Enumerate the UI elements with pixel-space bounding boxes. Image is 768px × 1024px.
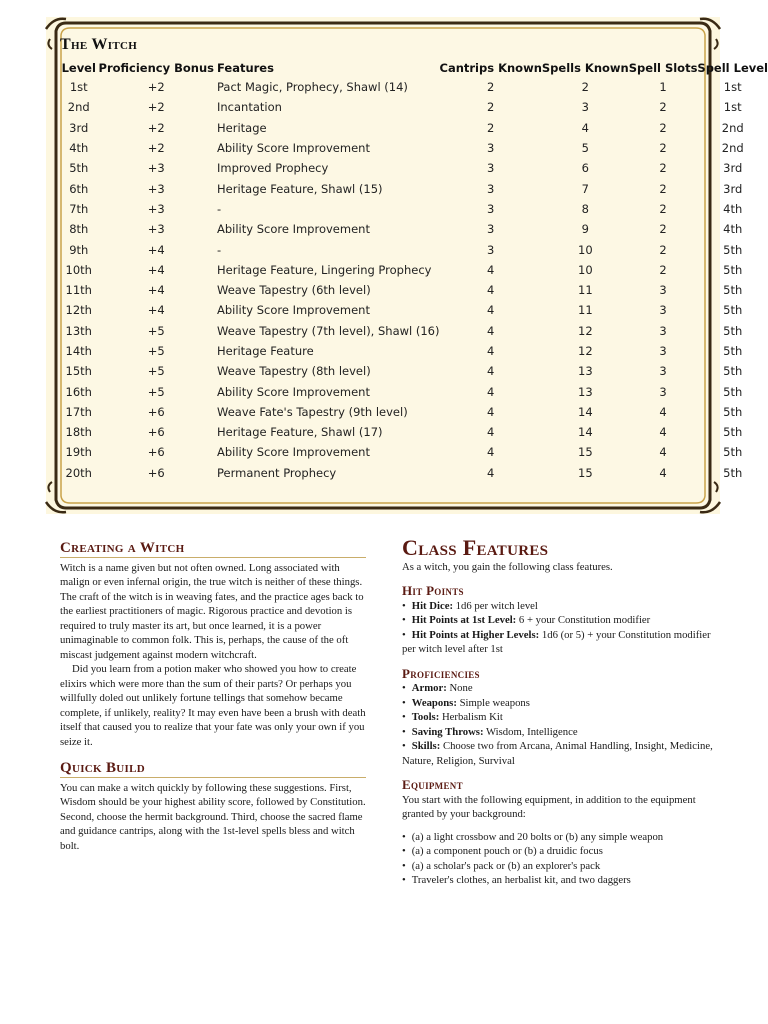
cell-level: 5th [69,161,89,176]
creating-paragraph-2: Did you learn from a potion maker who showed you how to create elixirs which were more than the sum of their parts? Or perhaps you willfully doled out unlikely fortune tellings that somehow became complete, if unlikely, reality? It may even have been a brush with death itself that caused you to realize that your fate was only your own if you seize it. [60,663,366,748]
table-title: The Witch [60,36,138,53]
header-cantrips-known: Cantrips Known [439,60,542,75]
cell-spell-slots: 3 [659,384,667,399]
cell-spell-level: 4th [723,222,743,237]
cell-level: 10th [65,262,92,277]
cell-proficiency-bonus: +3 [147,222,165,237]
creating-heading: Creating a Witch [60,541,366,558]
equipment-heading: Equipment [402,777,463,792]
cell-proficiency-bonus: +3 [147,161,165,176]
cell-level: 1st [69,80,88,95]
cell-spell-level: 5th [723,384,743,399]
item-text: Wisdom, Intelligence [483,725,578,738]
list-item [402,696,714,711]
cell-spell-level: 5th [723,262,743,277]
header-proficiency-bonus: Proficiency Bonus [98,60,214,75]
cell-spells-known: 15 [578,445,593,460]
cell-spells-known: 12 [578,323,593,338]
cell-proficiency-bonus: +4 [147,262,165,277]
table-row [59,341,768,361]
item-text: Choose two from Arcana, Animal Handling, Insight, Medicine, Nature, Religion, Survival [402,740,713,767]
cell-level: 16th [65,384,92,399]
cell-proficiency-bonus: +5 [147,384,165,399]
cell-spell-slots: 2 [659,161,667,176]
cell-spells-known: 12 [578,344,593,358]
class-features-intro: As a witch, you gain the following class features. [402,560,613,573]
cell-cantrips-known: 4 [487,465,495,480]
cell-features: Incantation [217,100,282,115]
hit-points-heading: Hit Points [402,583,464,598]
cell-spells-known: 7 [581,181,589,196]
proficiencies-heading: Proficiencies [402,665,480,681]
cell-spell-level: 2nd [721,141,744,156]
cell-spells-known: 4 [581,120,589,135]
cell-cantrips-known: 4 [487,445,495,460]
cell-spell-slots: 3 [659,323,667,338]
cell-spell-slots: 3 [659,364,667,379]
table-row [59,138,768,158]
cell-features: Heritage Feature, Shawl (15) [217,181,383,196]
cell-cantrips-known: 2 [487,80,495,95]
list-item [402,710,714,725]
cell-proficiency-bonus: +6 [147,425,165,440]
table-row [59,239,768,259]
list-item: • (a) a scholar's pack or (b) an explorer's pack [402,859,714,874]
cell-spells-known: 10 [578,262,593,277]
cell-cantrips-known: 4 [487,404,495,419]
cell-level: 12th [65,303,92,318]
cell-level: 11th [65,283,92,298]
table-row [59,118,768,138]
header-level: Level [61,60,96,75]
creating-paragraph-1: Witch is a name given but not often owned. Long associated with malign or even infernal origin, the true witch is neither of these things. The craft of the witch is in weaving fates, and the practice ages back to the earliest practitioners of magic. Rigorous practice and devotion is required to truly master its art, but once learned, it is a power unimaginable to common folk. This is, perhaps, the cause of the oft miscast judgement against modern witchcraft. [60,561,364,661]
cell-spell-slots: 2 [659,242,667,257]
cell-spell-slots: 3 [659,303,667,318]
cell-spell-slots: 2 [659,262,667,277]
cell-spell-level: 5th [723,465,743,480]
cell-features: Heritage Feature, Lingering Prophecy [217,262,432,277]
cell-spell-slots: 3 [659,344,667,358]
cell-level: 13th [65,323,92,338]
cell-proficiency-bonus: +2 [147,141,165,156]
cell-level: 18th [65,425,92,440]
cell-cantrips-known: 3 [487,201,495,216]
cell-features: Heritage [217,120,267,135]
cell-level: 17th [65,404,92,419]
list-item: • Traveler's clothes, an herbalist kit, and two daggers [402,873,714,888]
cell-proficiency-bonus: +5 [147,344,165,358]
table-header-row [59,58,768,77]
cell-spell-slots: 2 [659,222,667,237]
cell-spells-known: 11 [578,303,593,318]
item-text: 1d6 per witch level [453,599,538,612]
cell-proficiency-bonus: +5 [147,323,165,338]
cell-level: 15th [65,364,92,379]
cell-spells-known: 3 [581,100,589,115]
cell-cantrips-known: 3 [487,242,495,257]
item-text: None [446,682,473,694]
cell-level: 14th [65,344,92,358]
cell-spells-known: 11 [578,283,593,298]
cell-cantrips-known: 4 [487,344,495,358]
cell-cantrips-known: 4 [487,303,495,318]
item-text: Simple weapons [456,696,530,709]
cell-spell-level: 4th [723,201,743,216]
cell-spells-known: 8 [581,201,589,216]
cell-spell-level: 5th [723,364,743,379]
list-item [402,739,714,768]
cell-spell-level: 5th [723,283,743,298]
cell-features: Weave Fate's Tapestry (9th level) [217,404,408,419]
cell-spell-slots: 2 [659,120,667,135]
cell-level: 8th [69,222,89,237]
cell-spell-slots: 3 [659,283,667,298]
cell-proficiency-bonus: +5 [147,364,165,379]
cell-level: 4th [69,141,89,156]
cell-spell-level: 5th [723,445,743,460]
table-row [59,97,768,117]
cell-features: Heritage Feature, Shawl (17) [217,425,383,440]
cell-spell-level: 5th [723,303,743,318]
cell-cantrips-known: 2 [487,100,495,115]
cell-features: - [217,242,222,257]
list-item: • (a) a light crossbow and 20 bolts or (b) any simple weapon [402,830,714,845]
cell-features: Heritage Feature [217,344,314,358]
item-label: Tools: [411,711,440,723]
cell-proficiency-bonus: +2 [147,80,165,95]
item-label: Saving Throws: [411,725,484,738]
table-row [59,463,768,483]
cell-level: 7th [69,201,89,216]
cell-features: Ability Score Improvement [217,141,370,156]
table-row [59,199,768,219]
cell-proficiency-bonus: +3 [147,181,165,196]
cell-features: Weave Tapestry (8th level) [217,364,371,379]
cell-cantrips-known: 4 [487,384,495,399]
cell-spells-known: 13 [578,384,593,399]
cell-proficiency-bonus: +3 [147,201,165,216]
cell-spell-level: 3rd [723,181,743,196]
cell-features: Permanent Prophecy [217,465,337,480]
cell-proficiency-bonus: +6 [147,465,165,480]
cell-spell-slots: 4 [659,445,667,460]
table-row [59,219,768,239]
cell-features: - [217,201,222,216]
cell-cantrips-known: 4 [487,262,495,277]
table-row [59,321,768,341]
cell-proficiency-bonus: +4 [147,242,165,257]
table-row [59,280,768,300]
cell-features: Ability Score Improvement [217,303,370,318]
item-label: Hit Dice: [411,599,453,612]
item-label: Weapons: [411,696,457,709]
cell-level: 3rd [69,120,89,135]
cell-spell-level: 3rd [723,161,743,176]
witch-level-table [59,58,768,483]
cell-spell-level: 1st [723,80,742,95]
cell-cantrips-known: 3 [487,181,495,196]
table-row [59,361,768,381]
cell-spells-known: 2 [581,80,589,95]
header-spell-slots: Spell Slots [628,60,698,75]
cell-cantrips-known: 3 [487,161,495,176]
cell-features: Improved Prophecy [217,161,329,176]
cell-spells-known: 9 [581,222,589,237]
cell-spell-level: 5th [723,323,743,338]
cell-proficiency-bonus: +4 [147,303,165,318]
list-item [402,599,714,614]
cell-spell-slots: 2 [659,100,667,115]
cell-spell-slots: 1 [659,80,667,95]
cell-proficiency-bonus: +4 [147,283,165,298]
cell-spells-known: 14 [578,425,593,440]
header-spell-level: Spell Level [697,60,768,75]
cell-level: 19th [65,445,92,460]
cell-spell-level: 5th [723,344,743,358]
cell-features: Pact Magic, Prophecy, Shawl (14) [217,80,408,95]
item-text: Herbalism Kit [439,711,503,723]
cell-proficiency-bonus: +2 [147,100,165,115]
cell-cantrips-known: 4 [487,283,495,298]
item-label: Hit Points at Higher Levels: [411,628,540,641]
cell-spells-known: 13 [578,364,593,379]
cell-spells-known: 5 [581,141,589,156]
cell-features: Ability Score Improvement [217,445,370,460]
cell-spell-level: 1st [723,100,742,115]
right-column [402,535,714,888]
cell-cantrips-known: 3 [487,222,495,237]
cell-spell-level: 2nd [721,120,744,135]
item-text: 6 + your Constitution modifier [516,614,651,626]
list-item [402,681,714,696]
equipment-list [402,830,714,888]
list-item [402,628,714,657]
table-row [59,402,768,422]
table-row [59,442,768,462]
cell-level: 6th [69,181,89,196]
cell-spell-level: 5th [723,425,743,440]
cell-cantrips-known: 2 [487,120,495,135]
cell-features: Ability Score Improvement [217,222,370,237]
cell-proficiency-bonus: +6 [147,404,165,419]
cell-cantrips-known: 3 [487,141,495,156]
cell-spells-known: 10 [578,242,593,257]
cell-level: 9th [69,242,89,257]
cell-spells-known: 6 [581,161,589,176]
list-item [402,613,714,628]
header-features: Features [217,60,274,75]
class-features-heading: Class Features [402,535,549,560]
cell-spell-slots: 2 [659,181,667,196]
quick-build-heading: Quick Build [60,761,366,778]
cell-spell-slots: 2 [659,141,667,156]
item-text: 1d6 (or 5) + your Constitution modifier per witch level after 1st [402,628,711,655]
cell-features: Weave Tapestry (6th level) [217,283,371,298]
proficiencies-list [402,681,714,768]
cell-level: 20th [65,465,92,480]
cell-spells-known: 15 [578,465,593,480]
quick-build-text: You can make a witch quickly by following these suggestions. First, Wisdom should be your highest ability score, followed by Constitution. Second, choose the hermit background. Third, choose the sacred flame and guidance cantrips, along with the 1st-level spells bless and witch bolt. [60,781,366,852]
list-item: • (a) a component pouch or (b) a druidic focus [402,844,714,859]
cell-cantrips-known: 4 [487,364,495,379]
cell-spell-level: 5th [723,242,743,257]
cell-spell-slots: 4 [659,425,667,440]
cell-features: Ability Score Improvement [217,384,370,399]
cell-cantrips-known: 4 [487,425,495,440]
cell-spells-known: 14 [578,404,593,419]
cell-cantrips-known: 4 [487,323,495,338]
cell-spell-slots: 4 [659,465,667,480]
item-label: Skills: [411,740,441,752]
equipment-intro: You start with the following equipment, in addition to the equipment granted by your background: [402,793,696,820]
hit-points-list [402,599,714,657]
table-row [59,77,768,97]
table-row [59,158,768,178]
table-row [59,422,768,442]
table-row [59,260,768,280]
cell-spell-slots: 2 [659,201,667,216]
table-row [59,300,768,320]
table-row [59,178,768,198]
list-item [402,725,714,740]
cell-level: 2nd [67,100,90,115]
cell-proficiency-bonus: +2 [147,120,165,135]
header-spells-known: Spells Known [541,60,629,75]
item-label: Armor: [411,682,447,694]
cell-features: Weave Tapestry (7th level), Shawl (16) [217,323,440,338]
item-label: Hit Points at 1st Level: [411,614,517,626]
cell-proficiency-bonus: +6 [147,445,165,460]
cell-spell-slots: 4 [659,404,667,419]
left-column [60,541,366,853]
table-row [59,381,768,401]
cell-spell-level: 5th [723,404,743,419]
